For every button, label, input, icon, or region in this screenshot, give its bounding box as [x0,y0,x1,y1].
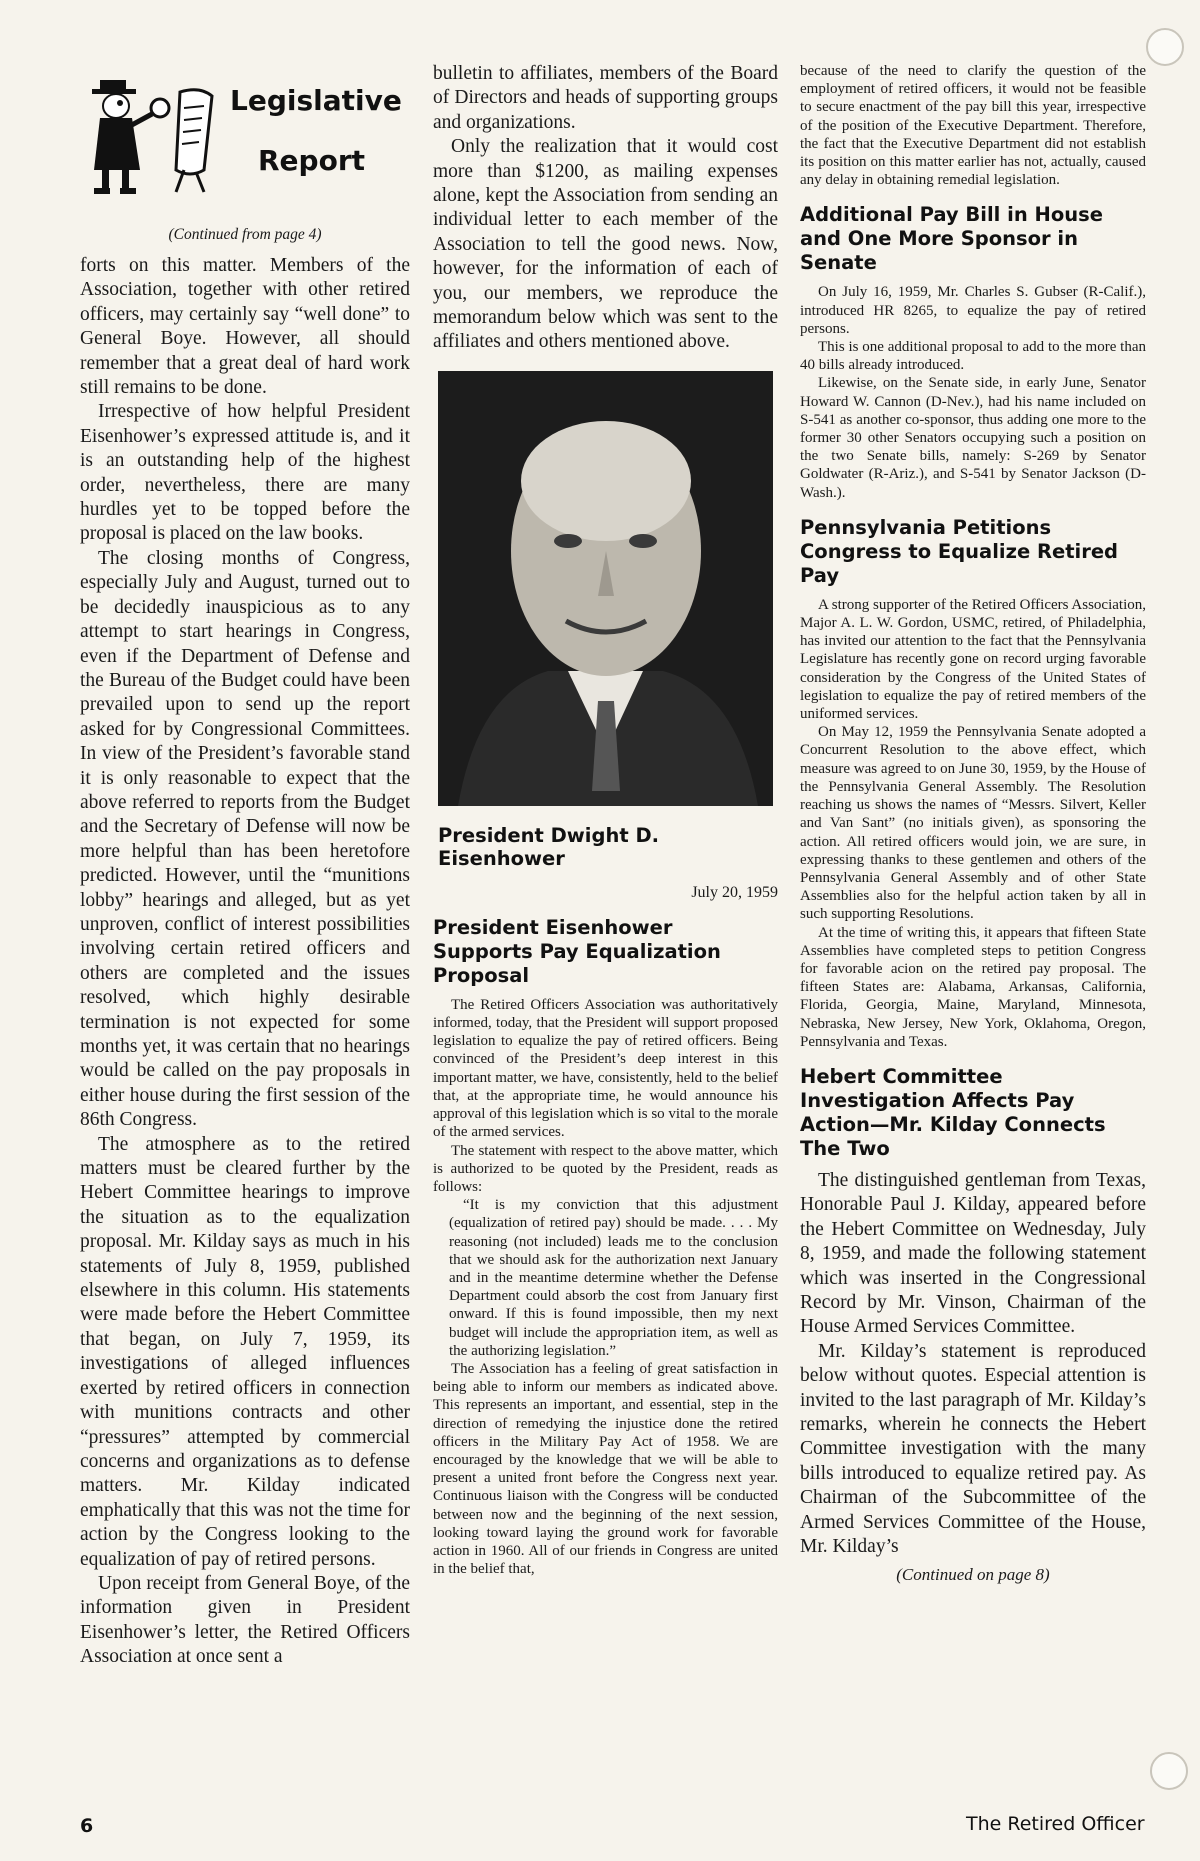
legislative-report-logo [80,62,410,220]
col2-paragraph: Only the realization that it would cost more than $1200, as mailing expenses alone, kept the Association from sending an individual letter to each member of the Association to tell the good news. Now, however, for the information of each of you, our members, we reproduce the memorandum below which was sent to the affiliates and others mentioned above. [433,136,778,353]
photo-caption: President Dwight D. Eisenhower [438,823,660,870]
col1-paragraph: Upon receipt from General Boye, of the information given in President Eisenhower’s letter, the Retired Officers Association at once sent a [80,1572,410,1668]
col1-paragraph: Irrespective of how helpful President Eisenhower’s expressed attitude is, and it is an outstanding help of the highest order, nevertheless, there are many hurdles yet to be topped before the proposal is placed on the law books. [80,401,410,545]
section-heading-pennsylvania-petitions: Pennsylvania Petitions Congress to Equalize Retired Pay [800,515,1118,587]
continued-from-note: (Continued from page 4) [168,226,322,243]
detective-scroll-icon [80,70,225,200]
page-number: 6 [80,1815,94,1837]
binder-hole-top [1146,28,1184,66]
col1-paragraph: forts on this matter. Members of the Association, together with other retired officers, may certainly say “well done” to General Boye. However, all should remember that a great deal of hard work still remains to be done. [80,255,410,399]
section2-paragraph: At the time of writing this, it appears that fifteen State Assemblies have completed steps to petition Congress for favorable acion on the retired pay proposal. The fifteen States are: Alabama, Arkansas, California, Florida, Georgia, Maine, Maryland, Minnesota, Nebraska, New Jersey, New York, Oklahoma, Oregon, Pennsylvania and Texas. [800,924,1146,1050]
section2-paragraph: A strong supporter of the Retired Officers Association, Major A. L. W. Gordon, USMC, retired, of Philadelphia, has invited our attention to the fact that the Pennsylvania Legislature has recently gone on record urging favorable consideration by the Congress of the United States of legislation to equalize the pay of retired members of the uniformed services. [800,596,1146,723]
continued-on-note: (Continued on page 8) [896,1565,1050,1585]
col2-paragraph: bulletin to affiliates, members of the Board of Directors and heads of supporting groups and organizations. [433,63,778,133]
column-1 [80,62,410,1670]
section-heading-eisenhower-supports: President Eisenhower Supports Pay Equalization Proposal [433,915,721,987]
memo-paragraph: The Retired Officers Association was authoritatively informed, today, that the President will support proposed legislation to equalize the pay of retired officers. Being convinced of the President’s deep interest in this important matter, we have, consistently, held to the belief that, at the appropriate time, he would announce his approval of this legislation which is so vital to the morale of the armed services. [433,996,778,1141]
section1-paragraph: On July 16, 1959, Mr. Charles S. Gubser (R-Calif.), introduced HR 8265, to equalize the pay of retired persons. [800,284,1146,337]
logo-title-legislative: Legislative [230,84,402,117]
binder-hole-bottom [1150,1752,1188,1790]
section3-paragraph: The distinguished gentleman from Texas, Honorable Paul J. Kilday, appeared before the Hebert Committee on Wednesday, July 8, 1959, and made the following statement which was inserted in the Congressional Record by Mr. Vinson, Chairman of the House Armed Services Committee. [800,1169,1146,1338]
col1-paragraph: The closing months of Congress, especially July and August, turned out to be decidedly inauspicious as to any attempt to start hearings in Congress, even if the Department of Defense and the Bureau of the Budget could have been prevailed upon to send up the report asked for by Congressional Committees. In view of the President’s favorable stand it is only reasonable to expect that the above referred to reports from the Budget and the Secretary of Defense will now be more helpful than has been heretofore predicted. However, until the “munitions lobby” hearings and alleged, but as yet unproven, conflict of interest possibilities involving certain retired officers and others are completed and the issues resolved, which highly desirable termination is not expected for some months yet, it was certain that no hearings would be called on the pay proposals in either house during the first session of the 86th Congress. [80,547,410,1131]
section1-paragraph: Likewise, on the Senate side, in early June, Senator Howard W. Cannon (D-Nev.), had his name included on S-541 as another co-sponsor, thus adding one more to the former 30 other Senators occupying such a position on the two Senate bills, namely: S-269 by Senator Goldwater (R-Ariz.), and S-541 by Senator Jackson (D-Wash.). [800,375,1146,501]
memo-paragraph: The statement with respect to the above matter, which is authorized to be quoted by the President, reads as follows: [433,1142,778,1195]
section2-paragraph: On May 12, 1959 the Pennsylvania Senate adopted a Concurrent Resolution to the above effect, which measure was agreed to on June 30, 1959, by the House of the Pennsylvania General Assembly. The Resolution reaching us shows the names of “Messrs. Silvert, Keller and Van Sant” (no initials given), as sponsoring the action. All retired officers would join, we are sure, in expressing thanks to these gentlemen and others of the Pennsylvania General Assembly and of other State Assemblies also for the helpful action taken by all in such supporting Resolutions. [800,724,1146,923]
president-quote: “It is my conviction that this adjustment (equalization of retired pay) should be made. . . . My reasoning (not included) leads me to the conclusion that we should ask for the authorization next January and in the meantime determine whether the Defense Department could absorb the cost from January first onward. If this is found impossible, then my next budget will include the appropriation item, as well as the authorizing legislation.” [449,1197,778,1359]
column-3 [800,62,1146,1585]
logo-title-report: Report [258,144,366,177]
section1-paragraph: This is one additional proposal to add to the more than 40 bills already introduced. [800,339,1146,374]
memo-closing: The Association has a feeling of great satisfaction in being able to inform our members as indicated above. This represents an important, and essential, step in the direction of remedying the injustice done the retired officers in the Military Pay Act of 1958. We are encouraged by the knowledge that we will be able to present a united front before the Congress next year. Continuous liaison with the Congress will be conducted between now and the beginning of the next session, looking toward laying the ground work for favorable action in 1960. All of our friends in Congress are united in the belief that, [433,1360,778,1578]
section3-paragraph: Mr. Kilday’s statement is reproduced below without quotes. Especial attention is invited to the last paragraph of Mr. Kilday’s remarks, wherein he connects the Hebert Committee investigation with the many bills introduced to equalize retired pay. As Chairman of the Subcommittee of the Armed Services Committee of the House, Mr. Kilday’s [800,1340,1146,1558]
col1-paragraph: The atmosphere as to the retired matters must be cleared further by the Hebert Committee hearings to improve the situation as to the equalization proposal. Mr. Kilday says as much in his statements of July 8, 1959, published elsewhere in this column. His statements were made before the Hebert Committee that began, on July 7, 1959, its investigations of alleged influences exerted by retired officers in connection with munitions contracts and other “pressures” attempted by commercial concerns and organizations as to defense matters. Mr. Kilday indicated emphatically that this was not the time for action by the Congress looking to the equalization of pay of retired persons. [80,1133,410,1570]
portrait-illustration [438,371,773,806]
column-2 [433,62,778,1578]
memo-date: July 20, 1959 [691,883,778,901]
publication-name: The Retired Officer [966,1813,1145,1835]
section-heading-hebert-committee: Hebert Committee Investigation Affects Pay Action—Mr. Kilday Connects The Two [800,1064,1106,1160]
col3-intro-paragraph: because of the need to clarify the question of the employment of retired officers, it would not be feasible to secure enactment of the pay bill this year, irrespective of the position of the Executive Department. Therefore, the fact that the Executive Department did not establish its position on this matter earlier has not, actually, caused any delay in obtaining remedial legislation. [800,63,1146,189]
eisenhower-portrait-photo [438,371,773,806]
section-heading-additional-pay-bill: Additional Pay Bill in House and One More Sponsor in Senate [800,203,1103,275]
